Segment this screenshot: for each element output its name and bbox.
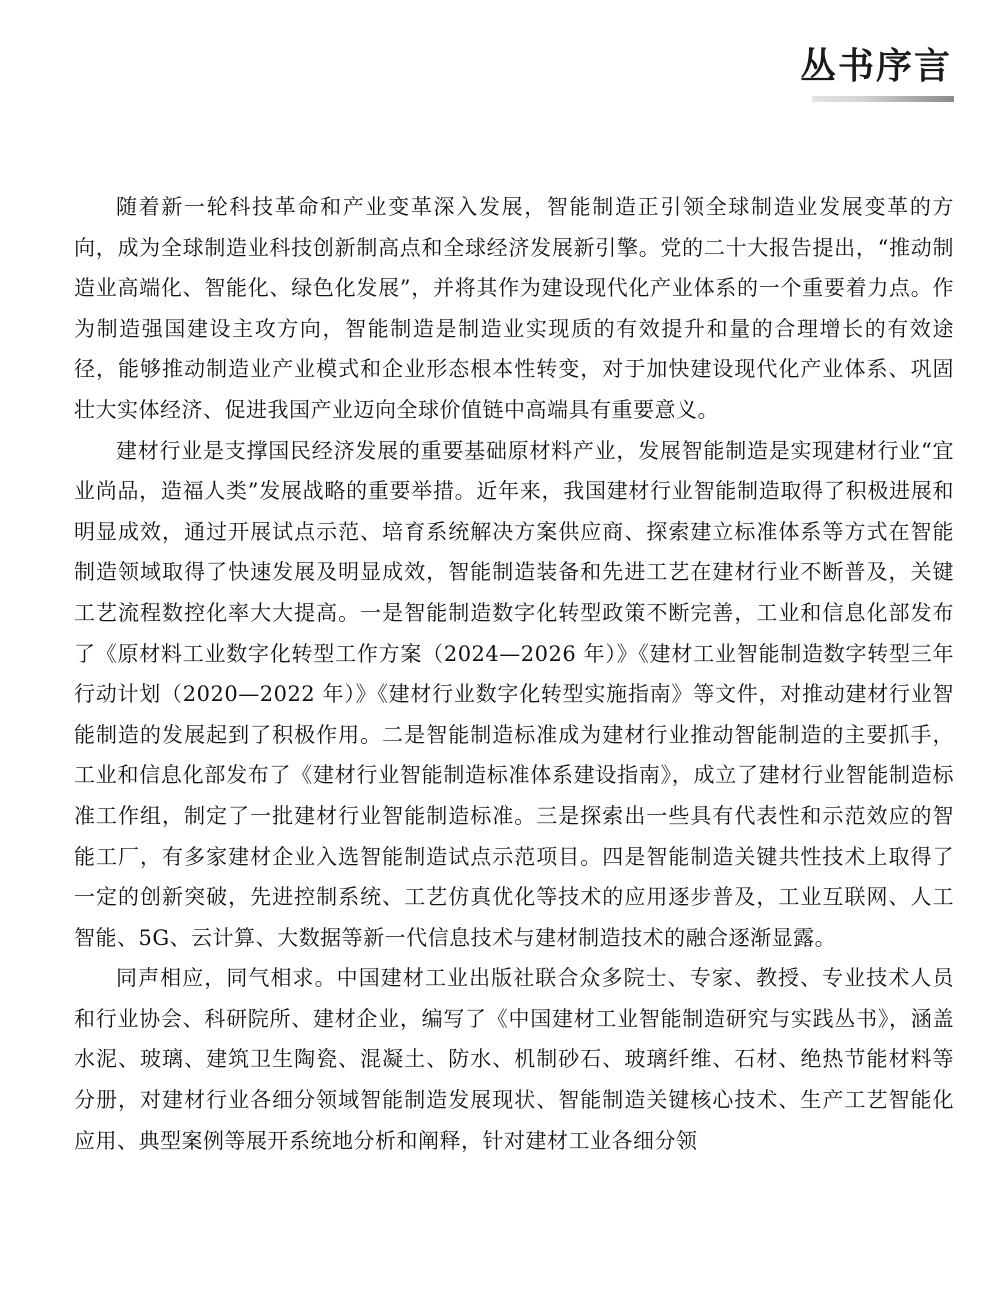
paragraph-2: 建材行业是支撑国民经济发展的重要基础原材料产业，发展智能制造是实现建材行业“宜业尚品，造福人类”发展战略的重要举措。近年来，我国建材行业智能制造取得了积极进展和明显成效，通过开展试点示范、培育系统解决方案供应商、探索建立标准体系等方式在智能制造领域取得了快速发展及明显成效，智能制造装备和先进工艺在建材行业不断普及，关键工艺流程数控化率大大提高。一是智能制造数字化转型政策不断完善，工业和信息化部发布了《原材料工业数字化转型工作方案（2024—2026 年）》《建材工业智能制造数字转型三年行动计划（2020—2022 年）》《建材行业数字化转型实施指南》等文件，对推动建材行业智能制造的发展起到了积极作用。二是智能制造标准成为建材行业推动智能制造的主要抓手，工业和信息化部发布了《建材行业智能制造标准体系建设指南》，成立了建材行业智能制造标准工作组，制定了一批建材行业智能制造标准。三是探索出一些具有代表性和示范效应的智能工厂，有多家建材企业入选智能制造试点示范项目。四是智能制造关键共性技术上取得了一定的创新突破，先进控制系统、工艺仿真优化等技术的应用逐步普及，工业互联网、人工智能、5G、云计算、大数据等新一代信息技术与建材制造技术的融合逐渐显露。 [74,438,954,950]
paragraph-1: 随着新一轮科技革命和产业变革深入发展，智能制造正引领全球制造业发展变革的方向，成为全球制造业科技创新制高点和全球经济发展新引擎。党的二十大报告提出，“推动制造业高端化、智能化、绿色化发展”，并将其作为建设现代化产业体系的一个重要着力点。作为制造强国建设主攻方向，智能制造是制造业实现质的有效提升和量的合理增长的有效途径，能够推动制造业产业模式和企业形态根本性转变，对于加快建设现代化产业体系、巩固壮大实体经济、促进我国产业迈向全球价值链中高端具有重要意义。 [74,195,954,422]
section-title: 丛书序言 [799,45,952,87]
title-underline-bar [812,96,954,102]
paragraph-3: 同声相应，同气相求。中国建材工业出版社联合众多院士、专家、教授、专业技术人员和行业协会、科研院所、建材企业，编写了《中国建材工业智能制造研究与实践丛书》，涵盖水泥、玻璃、建筑卫生陶瓷、混凝土、防水、机制砂石、玻璃纤维、石材、绝热节能材料等分册，对建材行业各细分领域智能制造发展现状、智能制造关键核心技术、生产工艺智能化应用、典型案例等展开系统地分析和阐释，针对建材工业各细分领 [74,966,954,1153]
preface-body [74,187,954,1161]
